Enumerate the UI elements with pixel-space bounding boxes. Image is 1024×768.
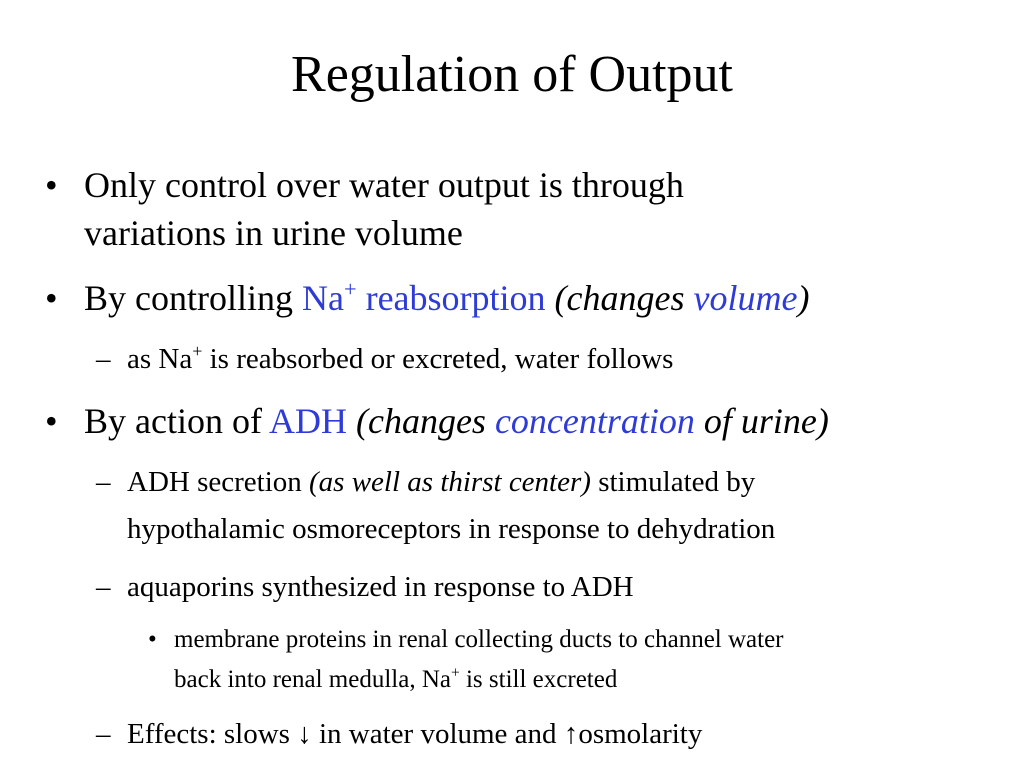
bullet-text: variations in urine volume	[84, 213, 463, 253]
sub-bullet-text: aquaporins synthesized in response to ADH	[127, 571, 634, 603]
down-arrow-icon: ↓	[297, 718, 312, 750]
sub-bullet-text: ADH secretion (as well as thirst center) stimulated by	[127, 466, 756, 498]
sub-sub-bullet-text: back into renal medulla, Na+ is still excreted	[174, 664, 618, 693]
sub-sub-bullet-text: membrane proteins in renal collecting ducts to channel water	[174, 626, 784, 653]
bullet-text: By action of ADH (changes concentration of urine)	[84, 401, 829, 441]
dash-marker: –	[96, 343, 111, 375]
slide-title: Regulation of Output	[291, 46, 733, 103]
bullet-marker: •	[45, 278, 58, 318]
dash-marker: –	[96, 571, 111, 603]
dash-marker: –	[96, 466, 111, 498]
volume-highlight: volume	[693, 278, 798, 318]
bullet-marker: •	[45, 401, 58, 441]
sub-bullet-text: as Na+ is reabsorbed or excreted, water follows	[127, 341, 674, 375]
dash-marker: –	[96, 718, 111, 750]
bullet-text: By controlling Na+ reabsorption (changes volume)	[84, 276, 810, 318]
adh-highlight: ADH	[268, 401, 347, 441]
up-arrow-icon: ↑	[563, 718, 579, 750]
na-highlight: Na+ reabsorption	[302, 276, 546, 318]
bullet-marker: •	[45, 165, 58, 205]
sub-bullet-text: Effects: slows ↓ in water volume and ↑osmolarity	[127, 718, 703, 750]
bullet-marker: •	[148, 626, 157, 653]
sub-bullet-text: hypothalamic osmoreceptors in response to dehydration	[127, 513, 776, 545]
concentration-highlight: concentration	[494, 401, 695, 441]
bullet-text: Only control over water output is through	[84, 165, 684, 205]
